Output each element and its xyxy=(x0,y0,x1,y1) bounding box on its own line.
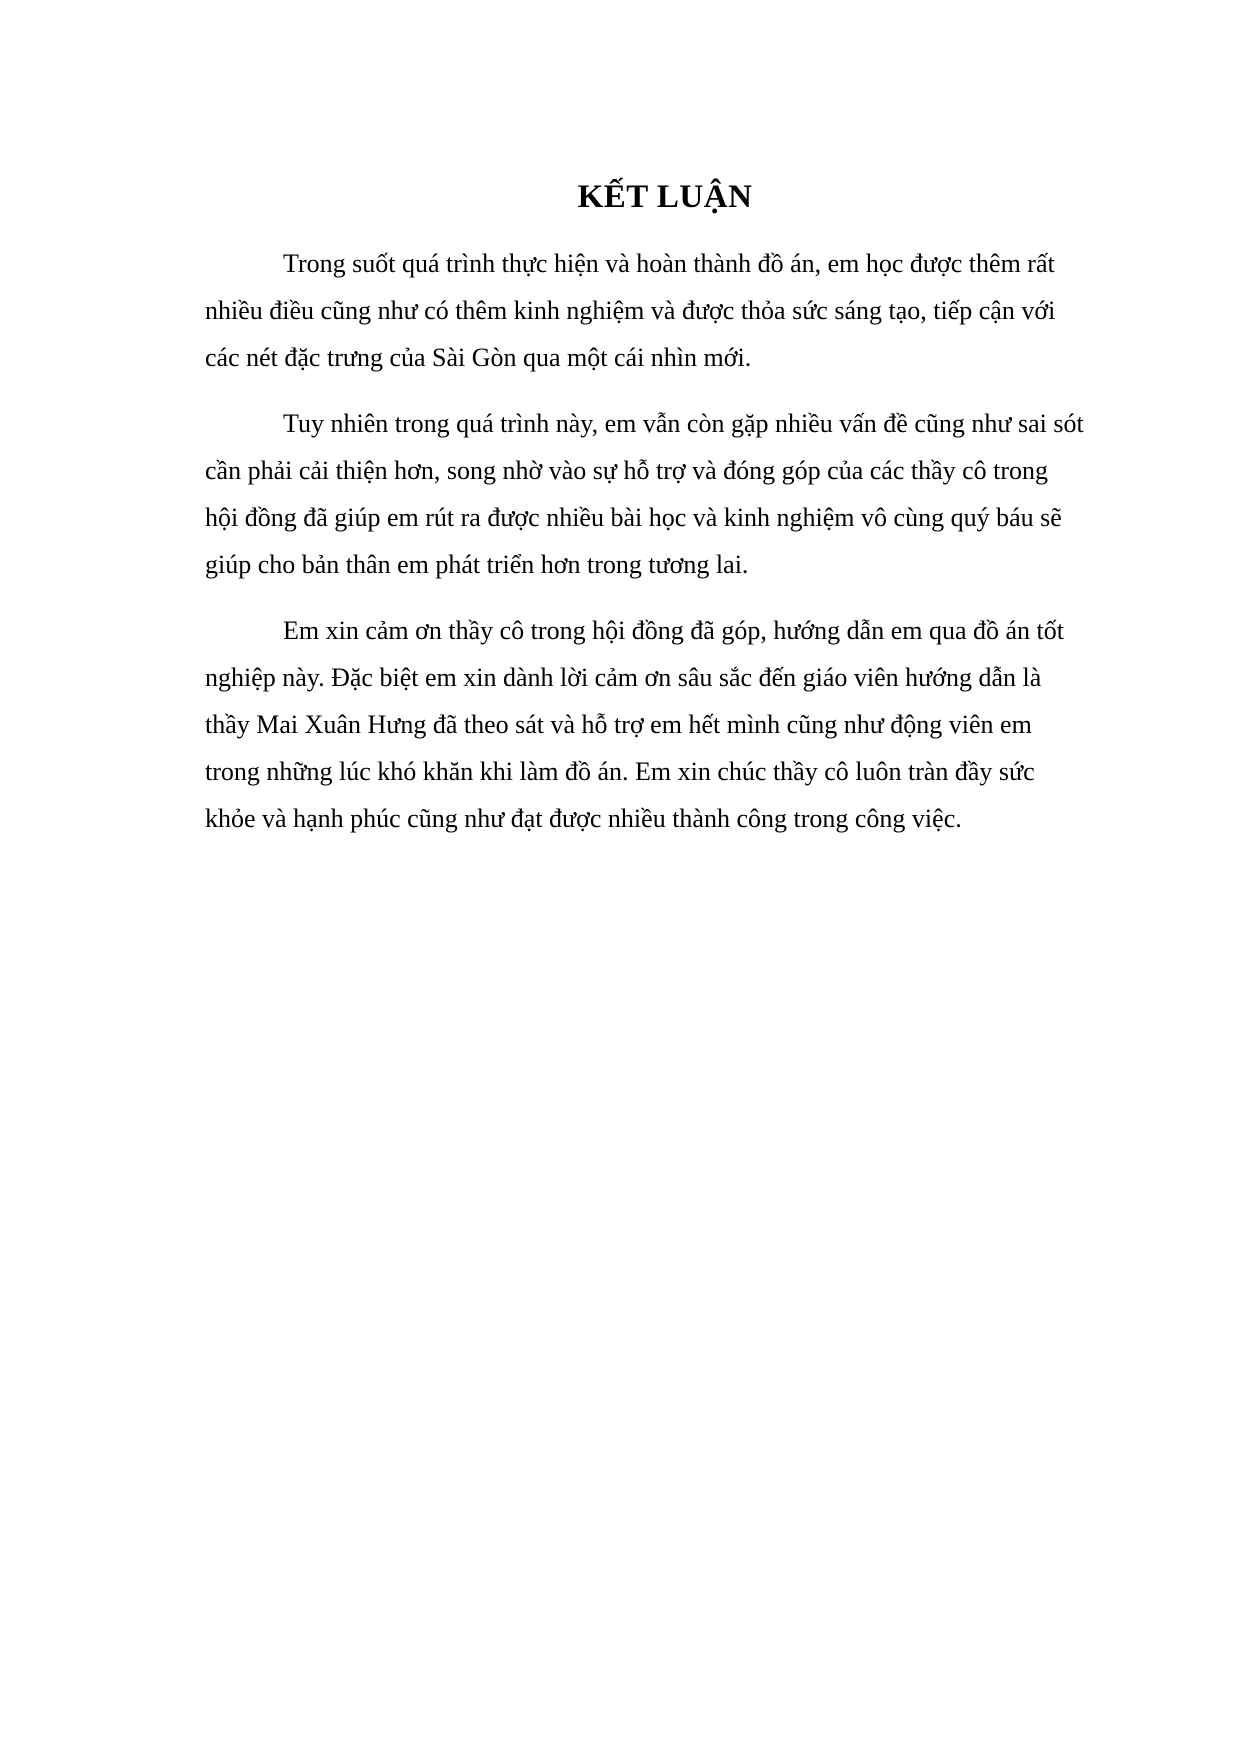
paragraph-line: cần phải cải thiện hơn, song nhờ vào sự hỗ trợ và đóng góp của các thầy cô trong xyxy=(205,456,1049,485)
paragraph-line: nghiệp này. Đặc biệt em xin dành lời cảm ơn sâu sắc đến giáo viên hướng dẫn là xyxy=(205,663,1042,692)
paragraph-line: Trong suốt quá trình thực hiện và hoàn thành đồ án, em học được thêm rất xyxy=(283,249,1055,278)
paragraph-line: nhiều điều cũng như có thêm kinh nghiệm và được thỏa sức sáng tạo, tiếp cận với xyxy=(205,296,1056,325)
paragraph-line: Em xin cảm ơn thầy cô trong hội đồng đã góp, hướng dẫn em qua đồ án tốt xyxy=(283,616,1065,645)
document-body xyxy=(205,240,1125,842)
paragraph-1 xyxy=(205,240,1125,381)
paragraph-line: giúp cho bản thân em phát triển hơn trong tương lai. xyxy=(205,550,749,579)
paragraph-2 xyxy=(205,400,1125,588)
paragraph-line: thầy Mai Xuân Hưng đã theo sát và hỗ trợ em hết mình cũng như động viên em xyxy=(205,710,1032,739)
paragraph-line: các nét đặc trưng của Sài Gòn qua một cái nhìn mới. xyxy=(205,343,752,372)
paragraph-line: Tuy nhiên trong quá trình này, em vẫn còn gặp nhiều vấn đề cũng như sai sót xyxy=(283,409,1084,438)
document-title: KẾT LUẬN xyxy=(577,179,753,215)
paragraph-line: trong những lúc khó khăn khi làm đồ án. Em xin chúc thầy cô luôn tràn đầy sức xyxy=(205,757,1035,786)
paragraph-3 xyxy=(205,607,1125,842)
document-content xyxy=(205,174,1125,861)
paragraph-line: khỏe và hạnh phúc cũng như đạt được nhiều thành công trong công việc. xyxy=(205,804,962,833)
paragraph-line: hội đồng đã giúp em rút ra được nhiều bài học và kinh nghiệm vô cùng quý báu sẽ xyxy=(205,503,1062,532)
